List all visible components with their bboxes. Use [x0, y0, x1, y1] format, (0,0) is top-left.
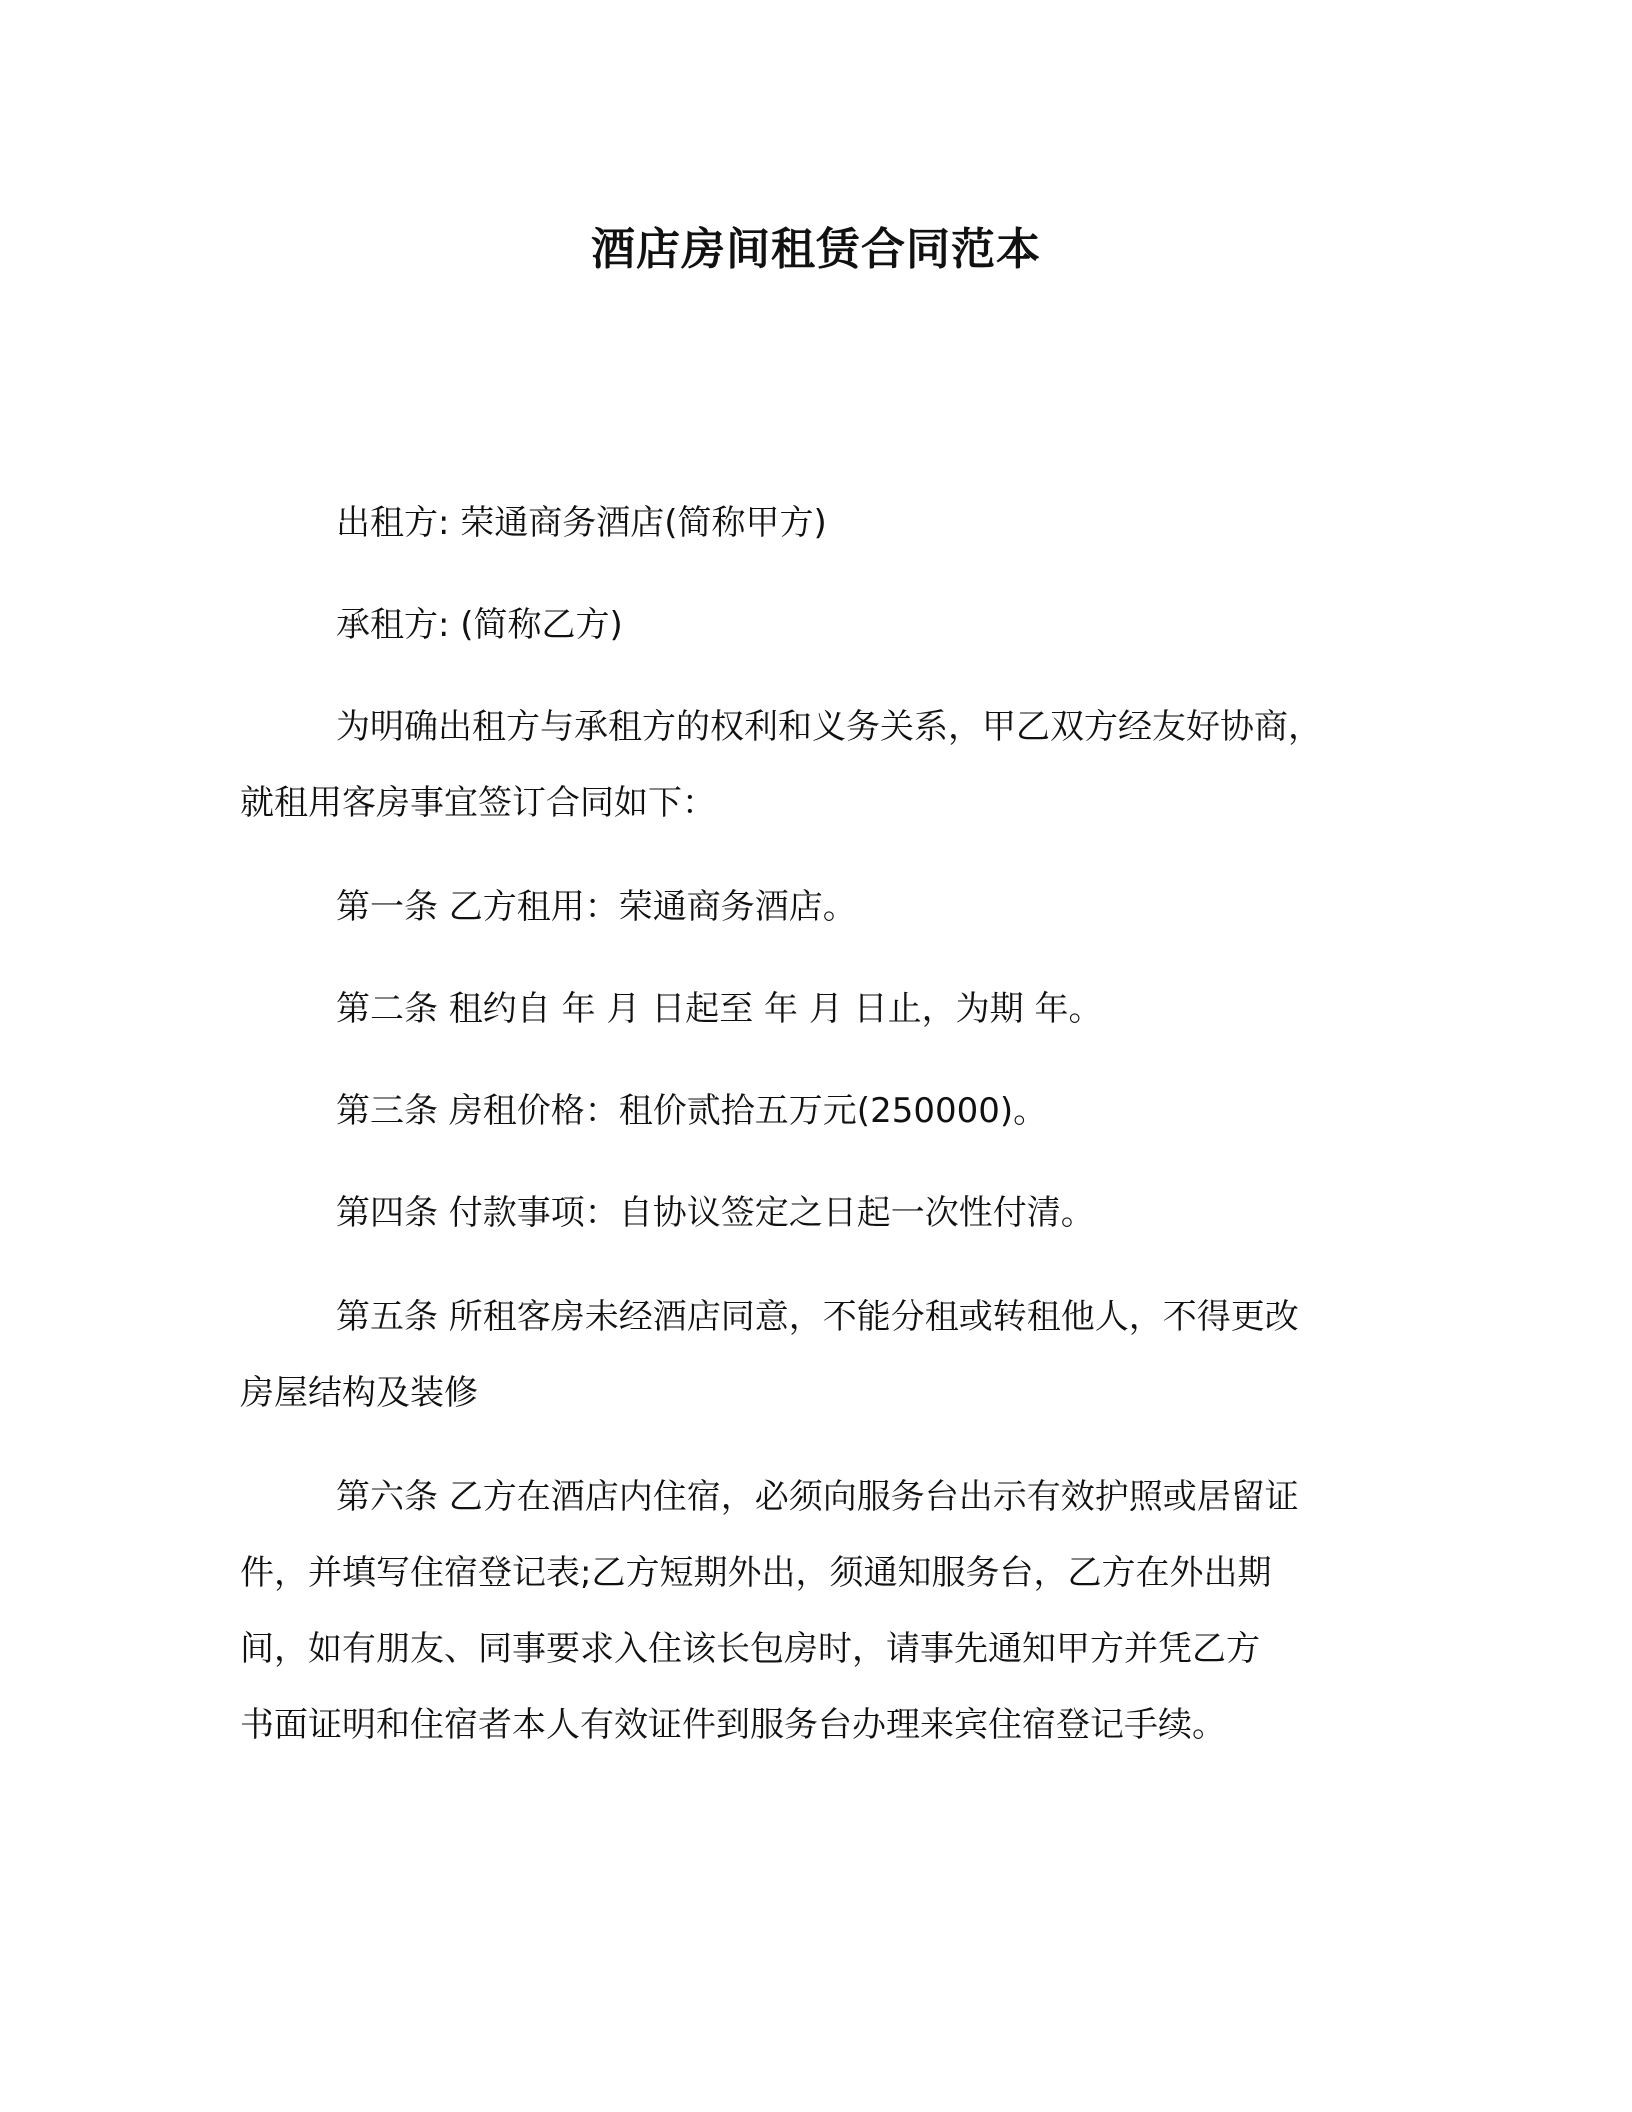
article-2-text: 第二条 租约自 年 月 日起至 年 月 日止，为期 年。: [336, 989, 1103, 1029]
lessor-text: 出租方: 荣通商务酒店(简称甲方): [336, 503, 827, 543]
article-3: [240, 1073, 1400, 1149]
intro-line-2: 就租用客房事宜签订合同如下：: [240, 783, 716, 823]
article-5-line-1: 第五条 所租客房未经酒店同意，不能分租或转租他人，不得更改: [336, 1297, 1299, 1337]
article-6: [240, 1459, 1400, 1763]
article-6-line-4: 书面证明和住宿者本人有效证件到服务台办理来宾住宿登记手续。: [240, 1705, 1226, 1745]
article-5-line-2: 房屋结构及装修: [240, 1373, 478, 1413]
document-title: 酒店房间租赁合同范本: [591, 224, 1041, 275]
article-5: [240, 1279, 1400, 1431]
lessee-text: 承租方: (简称乙方): [336, 605, 623, 645]
article-4-text: 第四条 付款事项：自协议签定之日起一次性付清。: [336, 1193, 1095, 1233]
article-6-line-1: 第六条 乙方在酒店内住宿，必须向服务台出示有效护照或居留证: [336, 1477, 1299, 1517]
article-3-text: 第三条 房租价格：租价贰拾五万元(250000)。: [336, 1091, 1048, 1131]
intro-line-1: 为明确出租方与承租方的权利和义务关系，甲乙双方经友好协商，: [336, 707, 1322, 747]
lessor-line: [240, 485, 1400, 561]
article-6-line-2: 件，并填写住宿登记表;乙方短期外出，须通知服务台，乙方在外出期: [240, 1553, 1272, 1593]
article-1-text: 第一条 乙方租用：荣通商务酒店。: [336, 887, 857, 927]
article-6-line-3: 间，如有朋友、同事要求入住该长包房时，请事先通知甲方并凭乙方: [240, 1629, 1260, 1669]
lessee-line: [240, 587, 1400, 663]
intro-paragraph: [240, 689, 1400, 841]
article-1: [240, 869, 1400, 945]
article-4: [240, 1175, 1400, 1251]
article-2: [240, 971, 1400, 1047]
